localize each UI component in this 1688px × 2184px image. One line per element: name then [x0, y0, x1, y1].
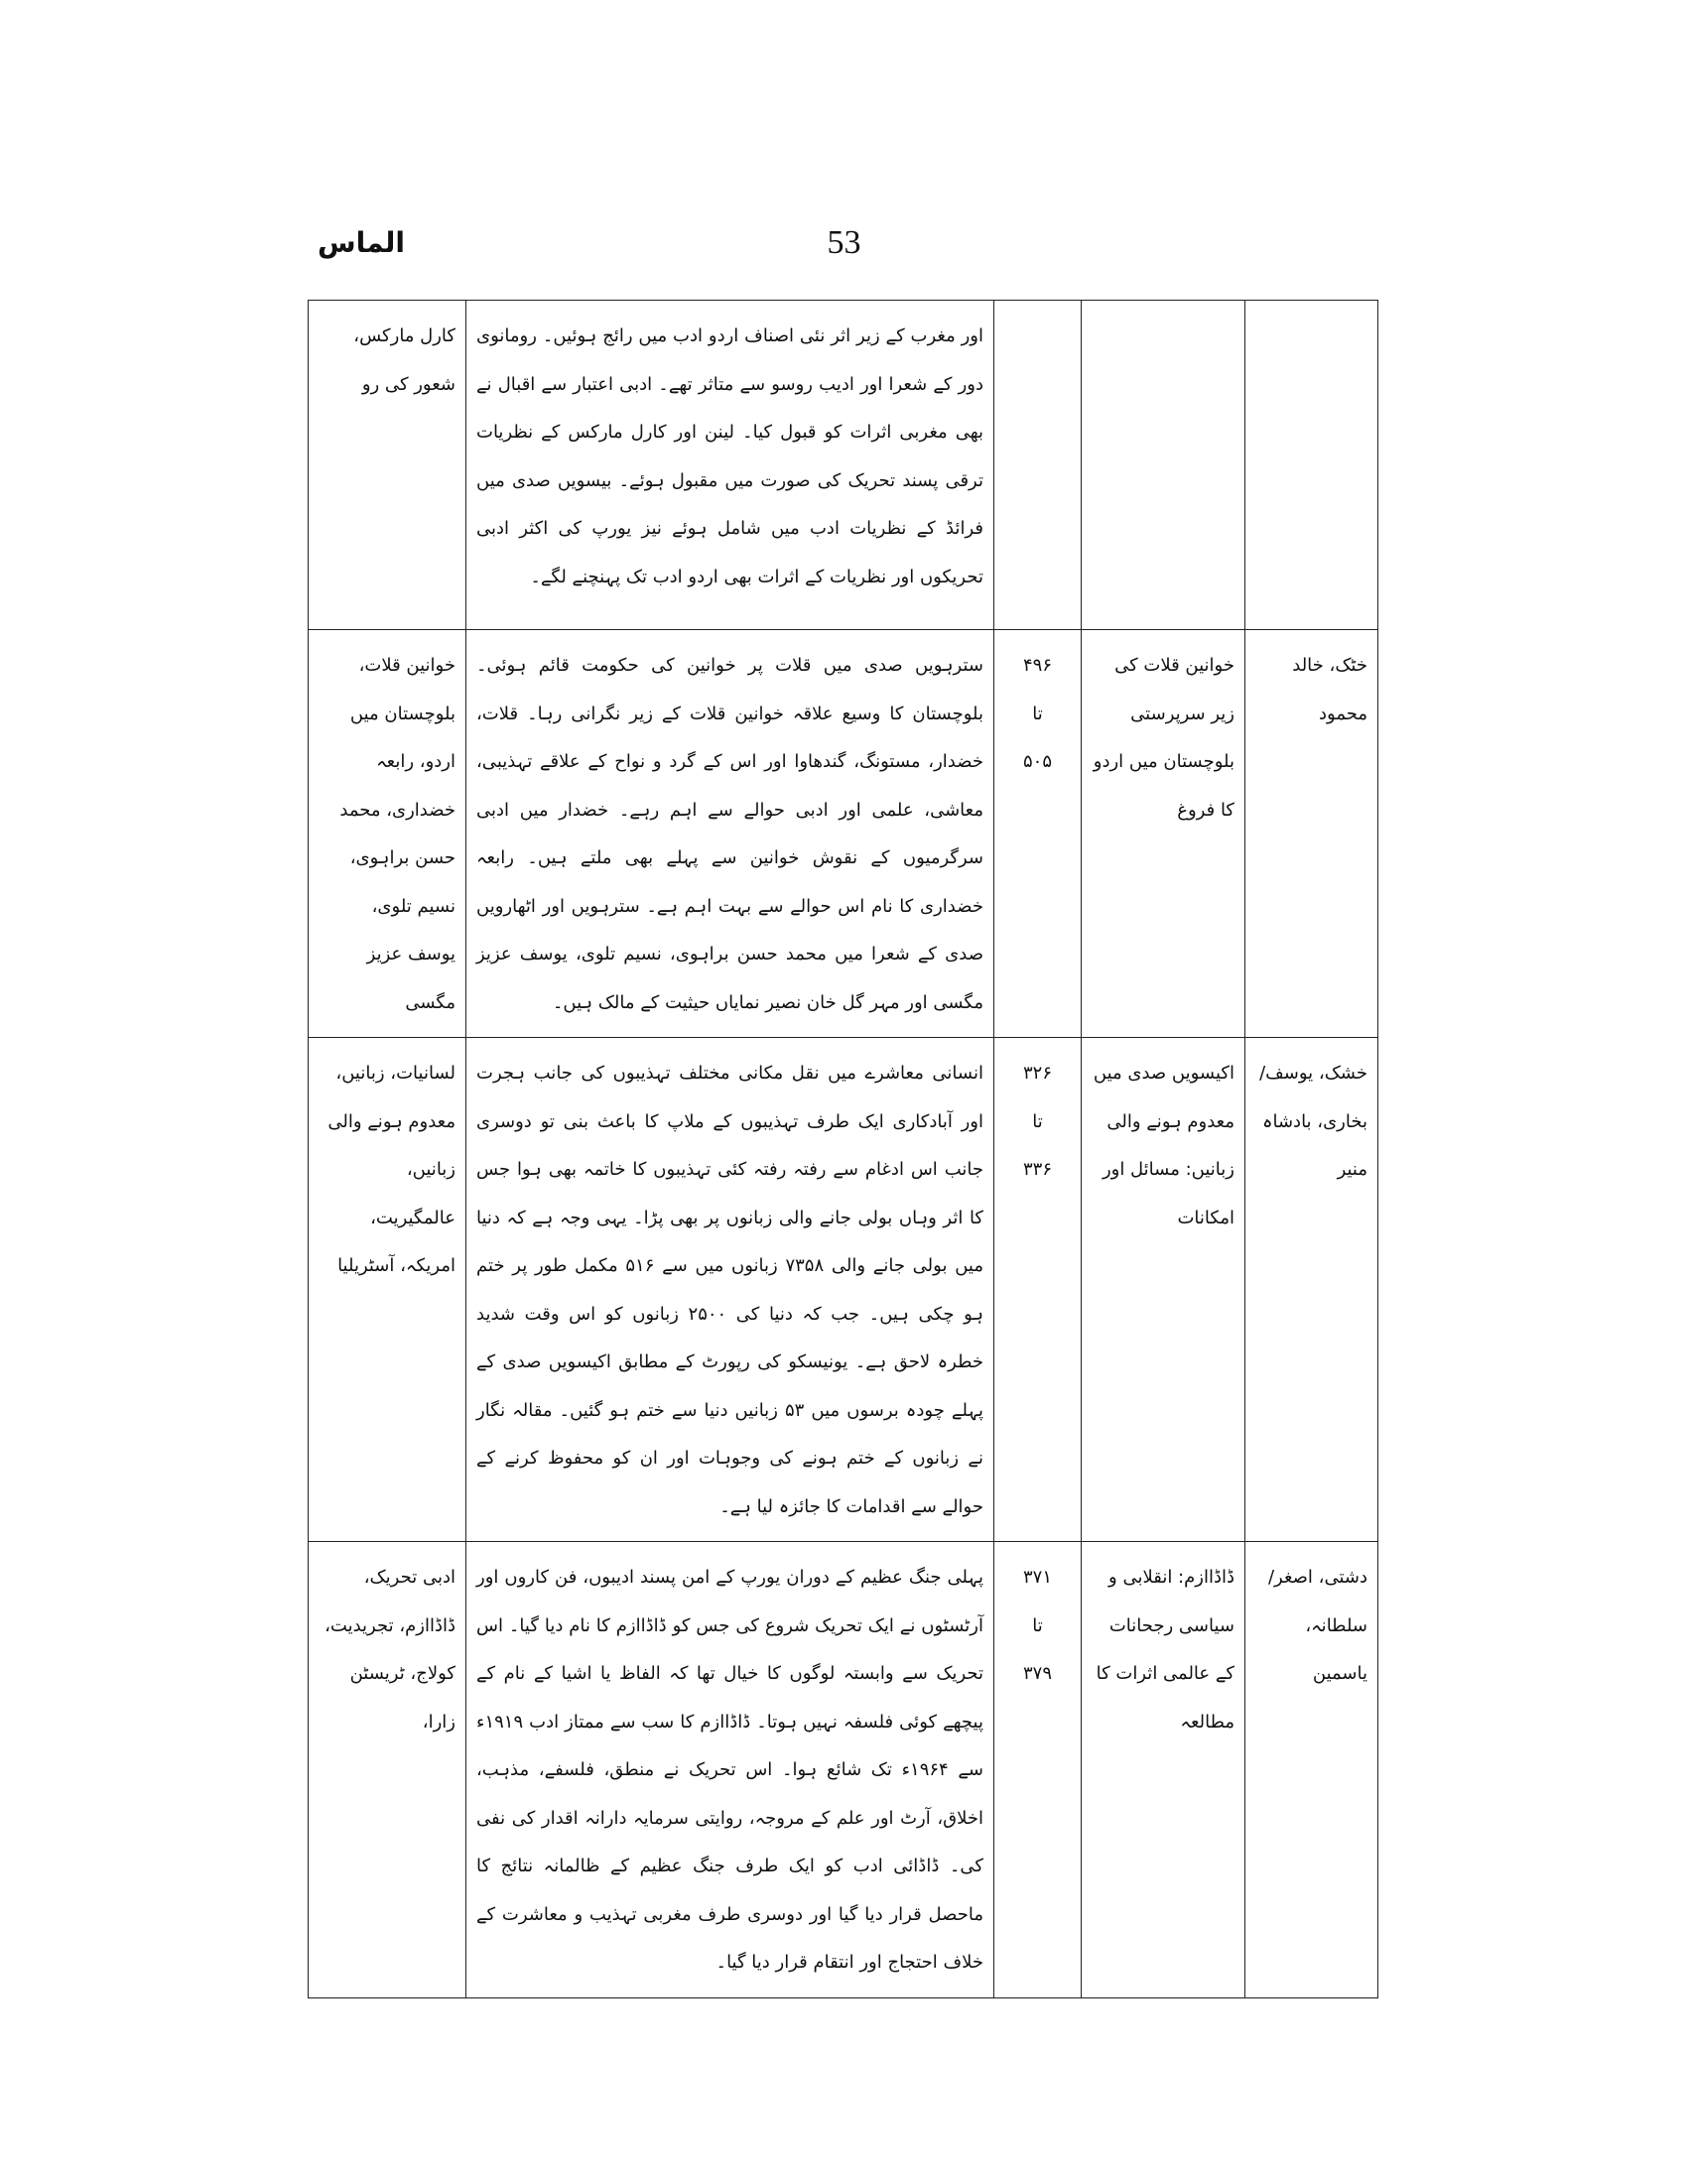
title-cell: ڈاڈاازم: انقلابی و سیاسی رجحانات کے عالمی اثرات کا مطالعہ: [1082, 1542, 1245, 1998]
table-row: [309, 1038, 1378, 1542]
page-end: ۵۰۵: [1022, 751, 1052, 772]
journal-name: الماس: [318, 226, 406, 259]
page-number: 53: [827, 224, 861, 261]
table-row: [309, 1542, 1378, 1998]
author-cell: خشک، یوسف/ بخاری، بادشاہ منیر: [1245, 1038, 1378, 1542]
table-row: [309, 630, 1378, 1038]
table-row: [309, 301, 1378, 630]
title-cell: خوانین قلات کی زیر سرپرستی بلوچستان میں اردو کا فروغ: [1082, 630, 1245, 1038]
page-separator: تا: [1032, 1110, 1043, 1132]
author-cell: [1245, 301, 1378, 630]
title-cell: [1082, 301, 1245, 630]
author-cell: خٹک، خالد محمود: [1245, 630, 1378, 1038]
page-end: ۳۷۹: [1022, 1663, 1052, 1684]
author-cell: دشتی، اصغر/ سلطانہ، یاسمین: [1245, 1542, 1378, 1998]
keywords-cell: ادبی تحریک، ڈاڈاازم، تجریدیت، کولاج، ٹریسٹن زارا،: [309, 1542, 466, 1998]
title-cell: اکیسویں صدی میں معدوم ہونے والی زبانیں: مسائل اور امکانات: [1082, 1038, 1245, 1542]
abstract-cell: سترہویں صدی میں قلات پر خوانین کی حکومت قائم ہوئی۔ بلوچستان کا وسیع علاقہ خوانین قلات کے زیر نگرانی رہا۔ قلات، خضدار، مستونگ، گندھاوا اور اس کے گرد و نواح کے علاقے تہذیبی، معاشی، علمی اور ادبی حوالے سے اہم رہے۔ خضدار میں ادبی سرگرمیوں کے نقوش خوانین سے پہلے بھی ملتے ہیں۔ رابعہ خضداری کا نام اس حوالے سے بہت اہم ہے۔ سترہویں اور اٹھارویں صدی کے شعرا میں محمد حسن براہوی، نسیم تلوی، یوسف عزیز مگسی اور مہر گل خان نصیر نمایاں حیثیت کے مالک ہیں۔: [466, 630, 994, 1038]
abstract-cell: اور مغرب کے زیر اثر نئی اصناف اردو ادب میں رائج ہوئیں۔ رومانوی دور کے شعرا اور ادیب روسو سے متاثر تھے۔ ادبی اعتبار سے اقبال نے بھی مغربی اثرات کو قبول کیا۔ لینن اور کارل مارکس کے نظریات ترقی پسند تحریک کی صورت میں مقبول ہوئے۔ بیسویں صدی میں فرائڈ کے نظریات ادب میں شامل ہوئے نیز یورپ کی اکثر ادبی تحریکوں اور نظریات کے اثرات بھی اردو ادب تک پہنچنے لگے۔: [466, 301, 994, 630]
keywords-cell: کارل مارکس، شعور کی رو: [309, 301, 466, 630]
pages-cell: [994, 630, 1082, 1038]
page-start: ۴۹۶: [1022, 655, 1052, 676]
index-table: [308, 300, 1378, 1998]
pages-cell: [994, 1038, 1082, 1542]
page-start: ۳۲۶: [1022, 1063, 1052, 1084]
page-separator: تا: [1032, 1614, 1043, 1636]
pages-cell: [994, 1542, 1082, 1998]
abstract-cell: انسانی معاشرے میں نقل مکانی مختلف تہذیبوں کی جانب ہجرت اور آبادکاری ایک طرف تہذیبوں کے ملاپ کا باعث بنی تو دوسری جانب اس ادغام سے رفتہ رفتہ کئی تہذیبوں کا خاتمہ بھی ہوا جس کا اثر وہاں بولی جانے والی زبانوں پر بھی پڑا۔ یہی وجہ ہے کہ دنیا میں بولی جانے والی ۷۳۵۸ زبانوں میں سے ۵۱۶ مکمل طور پر ختم ہو چکی ہیں۔ جب کہ دنیا کی ۲۵۰۰ زبانوں کو اس وقت شدید خطرہ لاحق ہے۔ یونیسکو کی رپورٹ کے مطابق اکیسویں صدی کے پہلے چودہ برسوں میں ۵۳ زبانیں دنیا سے ختم ہو گئیں۔ مقالہ نگار نے زبانوں کے ختم ہونے کی وجوہات اور ان کو محفوظ کرنے کے حوالے سے اقدامات کا جائزہ لیا ہے۔: [466, 1038, 994, 1542]
page-start: ۳۷۱: [1022, 1567, 1052, 1588]
page-end: ۳۳۶: [1022, 1159, 1052, 1180]
pages-cell: [994, 301, 1082, 630]
abstract-cell: پہلی جنگ عظیم کے دوران یورپ کے امن پسند ادیبوں، فن کاروں اور آرٹسٹوں نے ایک تحریک شروع کی جس کو ڈاڈاازم کا نام دیا گیا۔ اس تحریک سے وابستہ لوگوں کا خیال تھا کہ الفاظ یا اشیا کے نام کے پیچھے کوئی فلسفہ نہیں ہوتا۔ ڈاڈاازم کا سب سے ممتاز ادب ۱۹۱۹ء سے ۱۹۶۴ء تک شائع ہوا۔ اس تحریک نے منطق، فلسفے، مذہب، اخلاق، آرٹ اور علم کے مروجہ، روایتی سرمایہ دارانہ اقدار کی نفی کی۔ ڈاڈائی ادب کو ایک طرف جنگ عظیم کے ظالمانہ نتائج کا ماحصل قرار دیا گیا اور دوسری طرف مغربی تہذیب و معاشرت کے خلاف احتجاج اور انتقام قرار دیا گیا۔: [466, 1542, 994, 1998]
keywords-cell: لسانیات، زبانیں، معدوم ہونے والی زبانیں، عالمگیریت، امریکہ، آسٹریلیا: [309, 1038, 466, 1542]
page-separator: تا: [1032, 703, 1043, 724]
keywords-cell: خوانین قلات، بلوچستان میں اردو، رابعہ خضداری، محمد حسن براہوی، نسیم تلوی، یوسف عزیز مگسی: [309, 630, 466, 1038]
